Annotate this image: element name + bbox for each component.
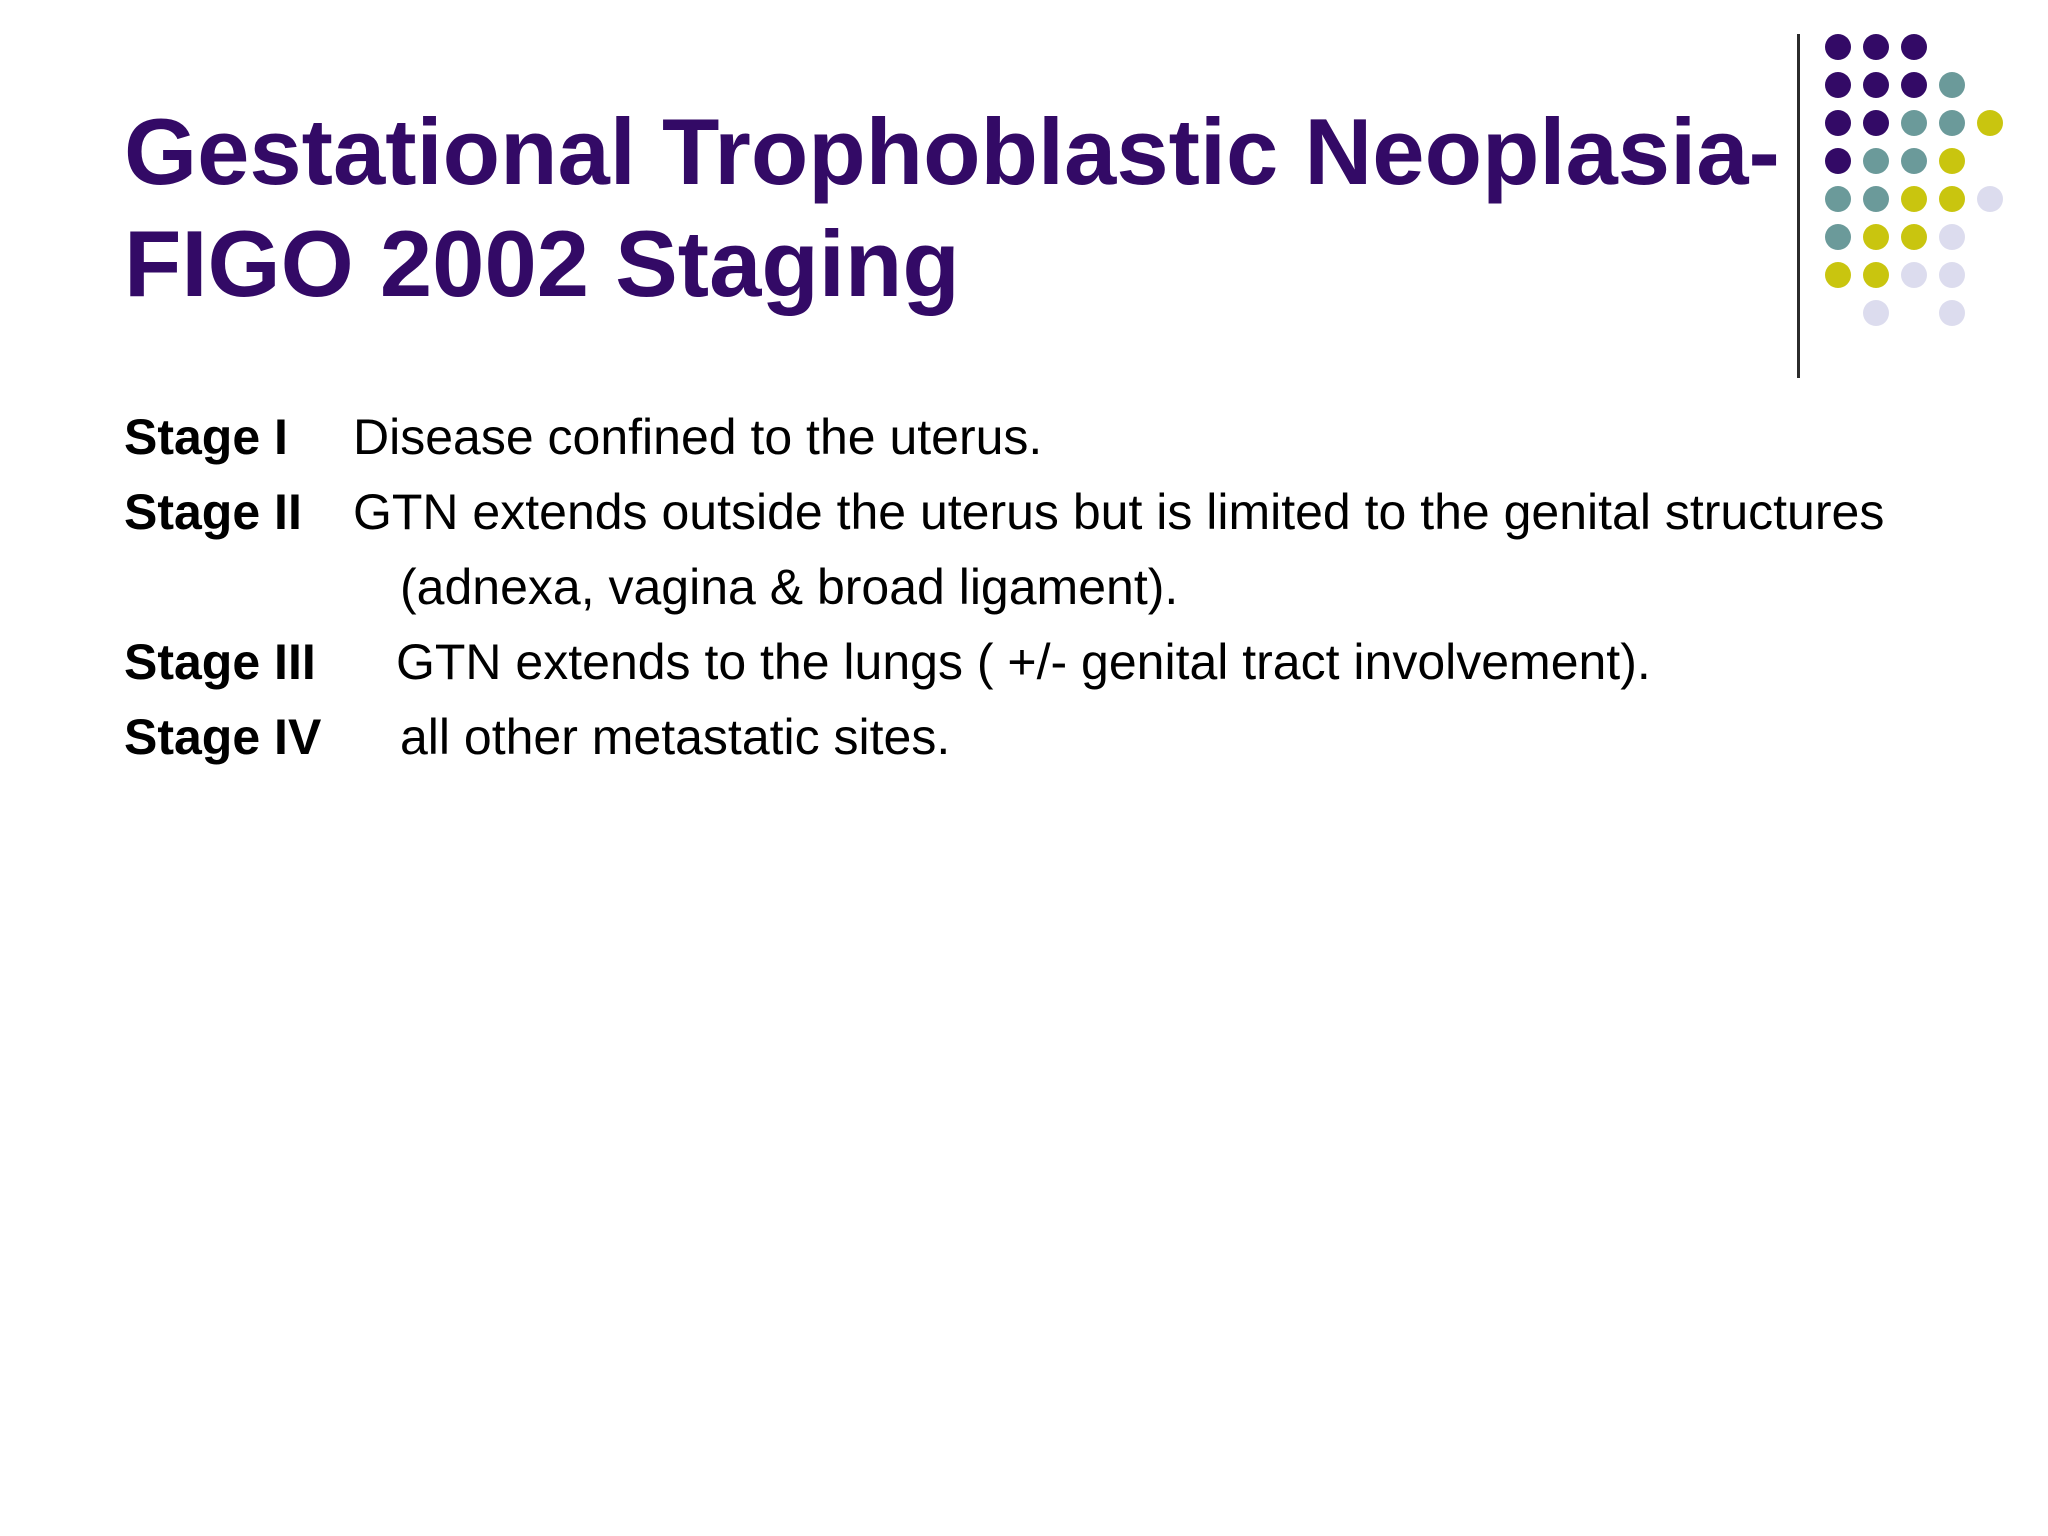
stage-row-2-continuation: [124, 550, 2024, 625]
decor-dot: [1939, 300, 1965, 326]
stage-description: Disease confined to the uterus.: [353, 409, 1043, 465]
decor-dot: [1863, 186, 1889, 212]
decor-dot: [1977, 186, 2003, 212]
decor-dot: [1863, 148, 1889, 174]
slide-title-line-1: Gestational Trophoblastic Neoplasia-: [124, 99, 1780, 204]
decor-dot: [1825, 148, 1851, 174]
decor-dot: [1825, 186, 1851, 212]
stage-label: Stage II: [124, 484, 302, 540]
stage-description: GTN extends outside the uterus but is limited to the genital structures: [353, 484, 1885, 540]
stage-row-1: [124, 400, 2024, 475]
stage-row-3: [124, 625, 2024, 700]
decor-dot: [1939, 72, 1965, 98]
stage-label: Stage III: [124, 634, 316, 690]
staging-list: [124, 400, 2024, 775]
stage-label: Stage I: [124, 409, 288, 465]
stage-description-continuation: (adnexa, vagina & broad ligament).: [400, 559, 1179, 615]
decor-dot: [1939, 262, 1965, 288]
stage-row-2: [124, 475, 2024, 550]
decor-dot: [1863, 224, 1889, 250]
decor-dot: [1939, 186, 1965, 212]
decor-dot: [1863, 262, 1889, 288]
decor-dot: [1825, 110, 1851, 136]
decor-dot: [1939, 224, 1965, 250]
decor-dot: [1825, 224, 1851, 250]
slide-title-line-2: FIGO 2002 Staging: [124, 211, 960, 316]
stage-label: Stage IV: [124, 709, 322, 765]
stage-description: all other metastatic sites.: [400, 709, 951, 765]
decor-dot: [1901, 148, 1927, 174]
slide-title: [124, 96, 1780, 320]
stage-description: GTN extends to the lungs ( +/- genital tract involvement).: [396, 634, 1651, 690]
decor-dot: [1825, 34, 1851, 60]
decor-dot: [1939, 148, 1965, 174]
decor-dot: [1901, 72, 1927, 98]
decor-dot: [1863, 34, 1889, 60]
dot-grid-icon: [1818, 26, 2048, 346]
decor-dot: [1901, 186, 1927, 212]
decor-dot: [1901, 34, 1927, 60]
stage-row-4: [124, 700, 2024, 775]
decor-dot: [1825, 72, 1851, 98]
decor-dot: [1863, 300, 1889, 326]
decor-dot: [1863, 72, 1889, 98]
decor-dot: [1863, 110, 1889, 136]
vertical-divider: [1797, 34, 1800, 378]
decor-dot: [1901, 110, 1927, 136]
decor-dot: [1901, 224, 1927, 250]
decor-dot: [1901, 262, 1927, 288]
decor-dot: [1825, 262, 1851, 288]
decor-dot: [1939, 110, 1965, 136]
decor-dot: [1977, 110, 2003, 136]
